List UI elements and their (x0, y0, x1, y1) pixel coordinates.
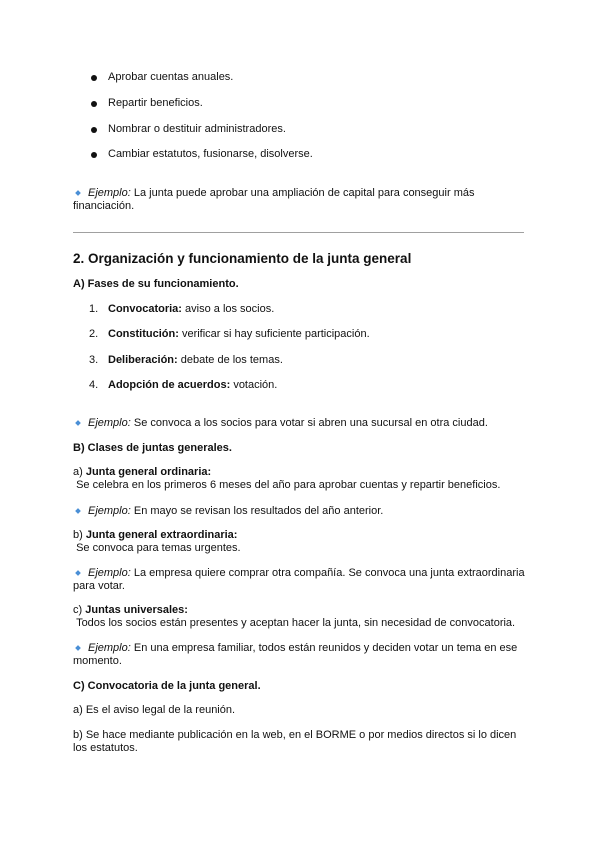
item-desc: Se celebra en los primeros 6 meses del año para aprobar cuentas y repartir beneficios. (76, 479, 501, 491)
diamond-bullet-icon (75, 645, 81, 651)
bullet-icon (91, 127, 97, 133)
bullet-icon (91, 101, 97, 107)
list-desc: votación. (233, 379, 278, 391)
list-item (108, 303, 274, 315)
junta-extraordinaria (73, 529, 533, 555)
example-label: Ejemplo: (88, 567, 131, 579)
item-term: Junta general ordinaria: (85, 466, 212, 478)
paragraph: b) Se hace mediante publicación en la web, en el BORME o por medios directos si lo dicen los estatutos. (73, 729, 517, 754)
example-label: Ejemplo: (88, 417, 131, 429)
list-item (108, 328, 370, 340)
list-item (108, 354, 283, 366)
subsection-title-a: A) Fases de su funcionamiento. (73, 278, 239, 290)
list-number: 4. (89, 379, 99, 391)
list-item: Aprobar cuentas anuales. (108, 71, 234, 83)
list-item: Cambiar estatutos, fusionarse, disolverse. (108, 148, 313, 160)
section-title: 2. Organización y funcionamiento de la junta general (73, 251, 412, 266)
juntas-universales (73, 604, 533, 630)
subsection-title-b: B) Clases de juntas generales. (73, 442, 232, 454)
example-note (73, 567, 533, 593)
bullet-icon (91, 152, 97, 158)
list-term: Adopción de acuerdos: (108, 379, 231, 391)
example-note (73, 642, 533, 668)
example-text: En mayo se revisan los resultados del año anterior. (133, 505, 384, 517)
item-term: Juntas universales: (85, 604, 188, 616)
item-desc: Todos los socios están presentes y aceptan hacer la junta, sin necesidad de convocatoria. (76, 617, 516, 629)
list-desc: verificar si hay suficiente participación. (181, 328, 370, 340)
junta-ordinaria (73, 466, 533, 492)
example-text: En una empresa familiar, todos están reunidos y deciden votar un tema en ese momento. (73, 642, 518, 667)
list-number: 3. (89, 354, 99, 366)
item-prefix: b) (73, 529, 83, 541)
example-label: Ejemplo: (88, 505, 131, 517)
example-text: Se convoca a los socios para votar si abren una sucursal en otra ciudad. (133, 417, 488, 429)
example-text: La junta puede aprobar una ampliación de capital para conseguir más financiación. (73, 187, 475, 212)
list-number: 2. (89, 328, 99, 340)
diamond-bullet-icon (75, 508, 81, 514)
list-number: 1. (89, 303, 99, 315)
divider (73, 232, 524, 233)
item-prefix: a) (73, 466, 83, 478)
list-item (108, 379, 277, 391)
example-text: La empresa quiere comprar otra compañía. Se convoca una junta extraordinaria para votar. (73, 567, 525, 592)
item-term: Junta general extraordinaria: (85, 529, 238, 541)
list-term: Convocatoria: (108, 303, 182, 315)
item-desc: Se convoca para temas urgentes. (76, 542, 241, 554)
diamond-bullet-icon (75, 420, 81, 426)
list-desc: aviso a los socios. (185, 303, 275, 315)
paragraph: a) Es el aviso legal de la reunión. (73, 704, 236, 716)
example-label: Ejemplo: (88, 187, 131, 199)
list-term: Deliberación: (108, 354, 178, 366)
item-prefix: c) (73, 604, 83, 616)
example-label: Ejemplo: (88, 642, 131, 654)
list-item: Nombrar o destituir administradores. (108, 123, 286, 135)
example-note (73, 417, 533, 430)
diamond-bullet-icon (75, 570, 81, 576)
list-term: Constitución: (108, 328, 179, 340)
list-item: Repartir beneficios. (108, 97, 203, 109)
list-desc: debate de los temas. (180, 354, 283, 366)
bullet-icon (91, 75, 97, 81)
diamond-bullet-icon (75, 190, 81, 196)
example-note (73, 187, 533, 213)
example-note (73, 505, 533, 518)
subsection-title-c: C) Convocatoria de la junta general. (73, 680, 261, 692)
